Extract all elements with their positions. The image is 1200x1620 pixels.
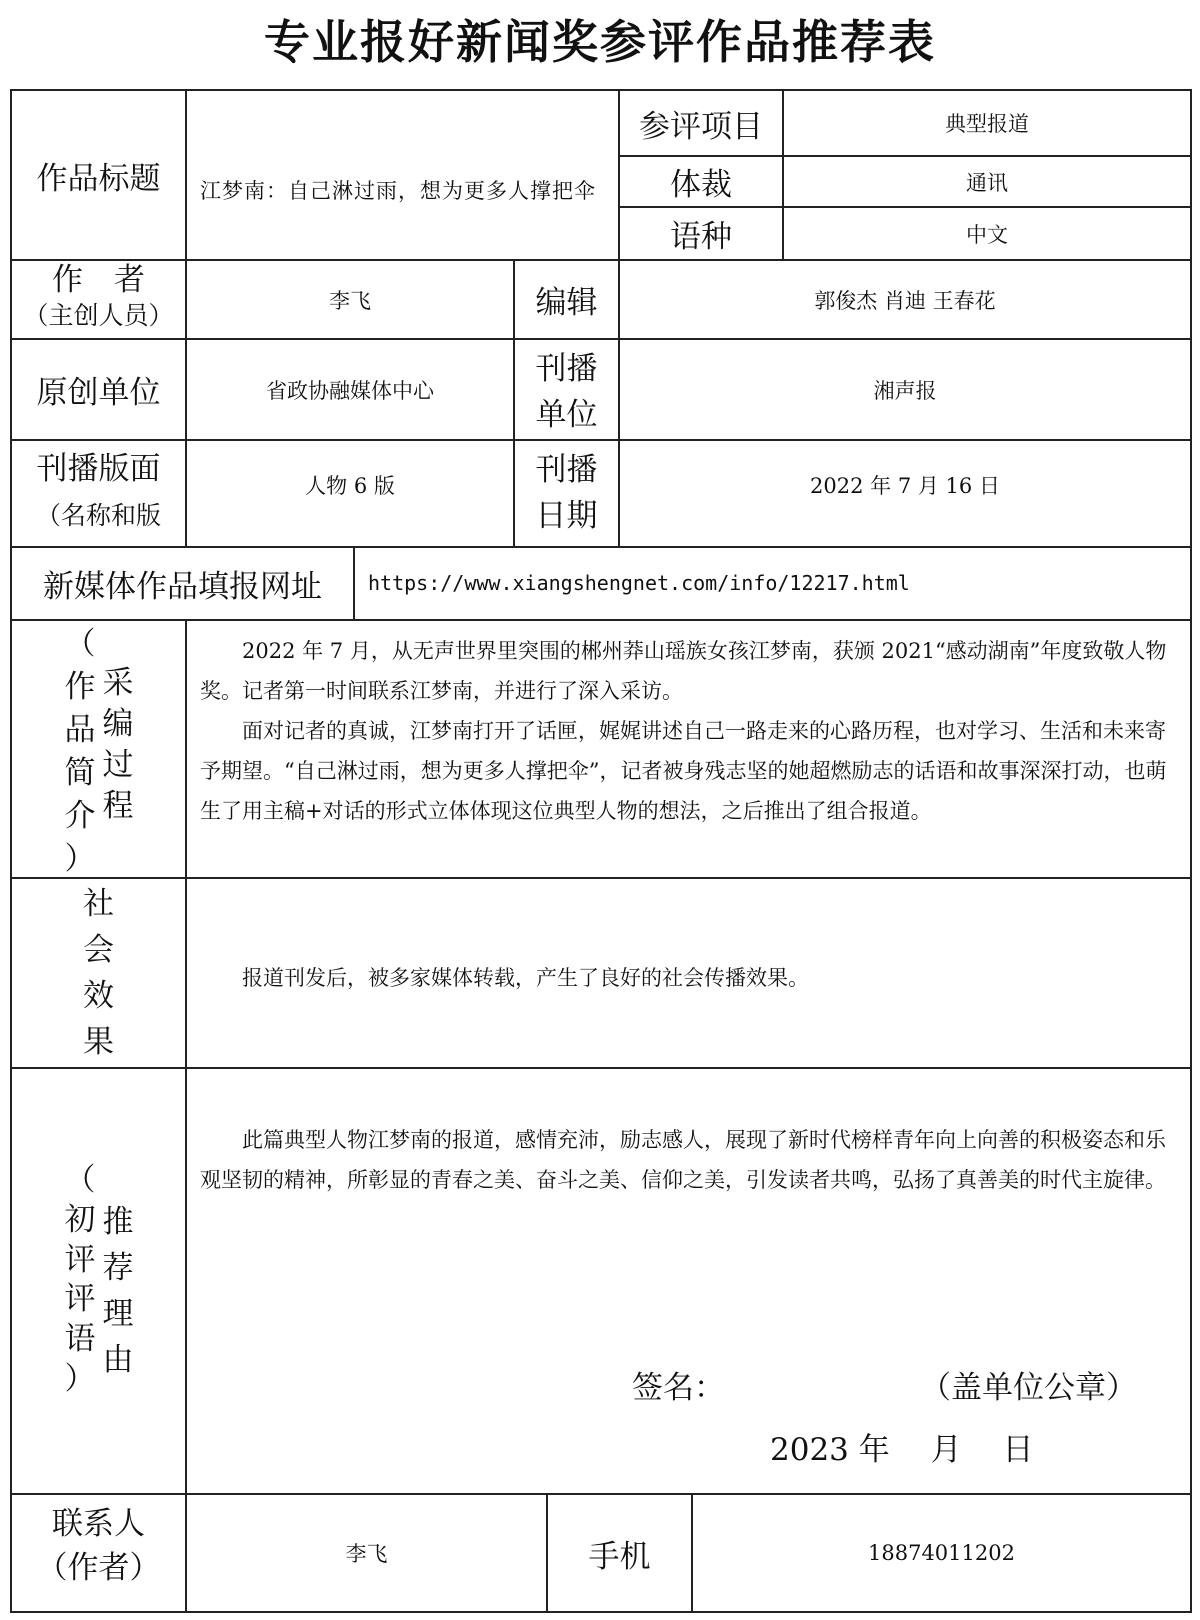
process-label-char: 程 <box>102 788 134 824</box>
url-value[interactable]: https://www.xiangshengnet.com/info/12217.html <box>368 571 910 595</box>
pub-unit-label <box>515 346 618 438</box>
process-paragraph-1: 2022 年 7 月，从无声世界里突围的郴州莽山瑶族女孩江梦南，获颁 2021“感动湖南”年度致敬人物奖。记者第一时间联系江梦南，并进行了深入采访。 <box>200 639 1167 703</box>
pub-unit-label-line2: 单位 <box>535 397 598 433</box>
social-effect-label-char: 社 <box>83 886 114 922</box>
origin-unit-value: 省政协融媒体中心 <box>266 378 434 403</box>
recommendation-label-right-column <box>98 1199 138 1383</box>
process-label-left-column <box>60 626 100 877</box>
recommendation-label-char: 由 <box>102 1342 134 1378</box>
pub-section-label-cell <box>12 445 185 539</box>
pub-section-sublabel: （名称和版 <box>35 501 161 530</box>
recommendation-label-left-column <box>60 1162 100 1397</box>
recommendation-content <box>200 1120 1180 1200</box>
recommendation-label-char: ） <box>64 1360 96 1397</box>
process-content <box>200 631 1180 831</box>
process-label-right-column <box>98 663 138 827</box>
genre-value: 通讯 <box>966 170 1008 195</box>
process-label-char: 过 <box>102 747 134 783</box>
pub-unit-value: 湘声报 <box>873 378 937 403</box>
recommendation-label-char: 推 <box>102 1204 134 1240</box>
pub-unit-label-line1: 刊播 <box>535 351 598 387</box>
contact-label-cell <box>12 1500 185 1588</box>
page-title: 专业报好新闻奖参评作品推荐表 <box>264 15 936 69</box>
author-label: 作 者 <box>52 262 145 298</box>
author-label-cell <box>12 261 185 338</box>
process-label <box>12 626 185 877</box>
contact-sublabel: （作者） <box>36 1550 161 1586</box>
pub-date-label-line1: 刊播 <box>535 452 598 488</box>
recommendation-label-char: 荐 <box>102 1250 134 1286</box>
genre-label: 体裁 <box>670 167 732 203</box>
process-paragraph-2: 面对记者的真诚，江梦南打开了话匣，娓娓讲述自己一路走来的心路历程，也对学习、生活和未来寄予期望。“自己淋过雨，想为更多人撑把伞”，记者被身残志坚的她超燃励志的话语和故事深深打动，也萌生了用主稿+对话的形式立体体现这位典型人物的想法，之后推出了组合报道。 <box>200 719 1167 823</box>
process-label-char: 品 <box>64 712 96 748</box>
contact-value: 李飞 <box>345 1542 388 1566</box>
signature-date: 2023 年 月 日 <box>770 1432 1034 1468</box>
process-label-char: 采 <box>102 665 134 701</box>
social-effect-paragraph: 报道刊发后，被多家媒体转载，产生了良好的社会传播效果。 <box>242 966 809 990</box>
origin-unit-label: 原创单位 <box>36 375 161 411</box>
pub-section-label: 刊播版面 <box>36 451 161 487</box>
editor-value: 郭俊杰 肖迪 王春花 <box>814 288 996 313</box>
process-label-char: 介 <box>64 798 96 834</box>
recommendation-label-char: 评 <box>64 1241 96 1278</box>
seal-label: （盖单位公章） <box>920 1370 1137 1406</box>
pub-date-label-line2: 日期 <box>535 498 598 534</box>
recommendation-label-char: 评 <box>64 1281 96 1318</box>
recommendation-label-char: 初 <box>64 1201 96 1238</box>
editor-label: 编辑 <box>535 285 598 321</box>
work-title-value: 江梦南：自己淋过雨，想为更多人撑把伞 <box>200 179 596 203</box>
pub-date-value: 2022 年 7 月 16 日 <box>810 474 1000 498</box>
process-label-char: 简 <box>64 755 96 791</box>
category-value: 典型报道 <box>945 112 1029 136</box>
process-label-char: ） <box>64 841 96 877</box>
category-label: 参评项目 <box>639 108 763 145</box>
social-effect-content <box>200 958 1180 998</box>
pub-section-value: 人物 6 版 <box>305 474 395 498</box>
social-effect-label-char: 效 <box>83 978 114 1014</box>
language-label: 语种 <box>670 219 732 255</box>
social-effect-label-char: 果 <box>83 1024 114 1060</box>
phone-value: 18874011202 <box>868 1541 1015 1565</box>
recommendation-paragraph: 此篇典型人物江梦南的报道，感情充沛，励志感人，展现了新时代榜样青年向上向善的积极姿态和乐观坚韧的精神，所彰显的青春之美、奋斗之美、信仰之美，引发读者共鸣，弘扬了真善美的时代主旋律。 <box>200 1128 1166 1192</box>
recommendation-label-char: 理 <box>102 1296 134 1332</box>
signature-label: 签名： <box>632 1370 725 1406</box>
contact-label: 联系人 <box>52 1506 145 1542</box>
social-effect-label-char: 会 <box>83 932 114 968</box>
process-label-char: 作 <box>64 669 96 705</box>
pub-date-label <box>515 447 618 539</box>
process-label-char: （ <box>64 626 96 662</box>
recommendation-label <box>12 1162 185 1397</box>
process-label-char: 编 <box>102 706 134 742</box>
work-title-label: 作品标题 <box>36 160 161 197</box>
author-sublabel: （主创人员） <box>23 301 174 330</box>
language-value: 中文 <box>966 222 1008 247</box>
phone-label: 手机 <box>588 1538 651 1575</box>
author-value: 李飞 <box>329 288 371 313</box>
url-label: 新媒体作品填报网址 <box>43 569 322 605</box>
recommendation-label-char: 语 <box>64 1321 96 1358</box>
social-effect-label <box>12 881 185 1065</box>
recommendation-label-char: （ <box>64 1162 96 1198</box>
